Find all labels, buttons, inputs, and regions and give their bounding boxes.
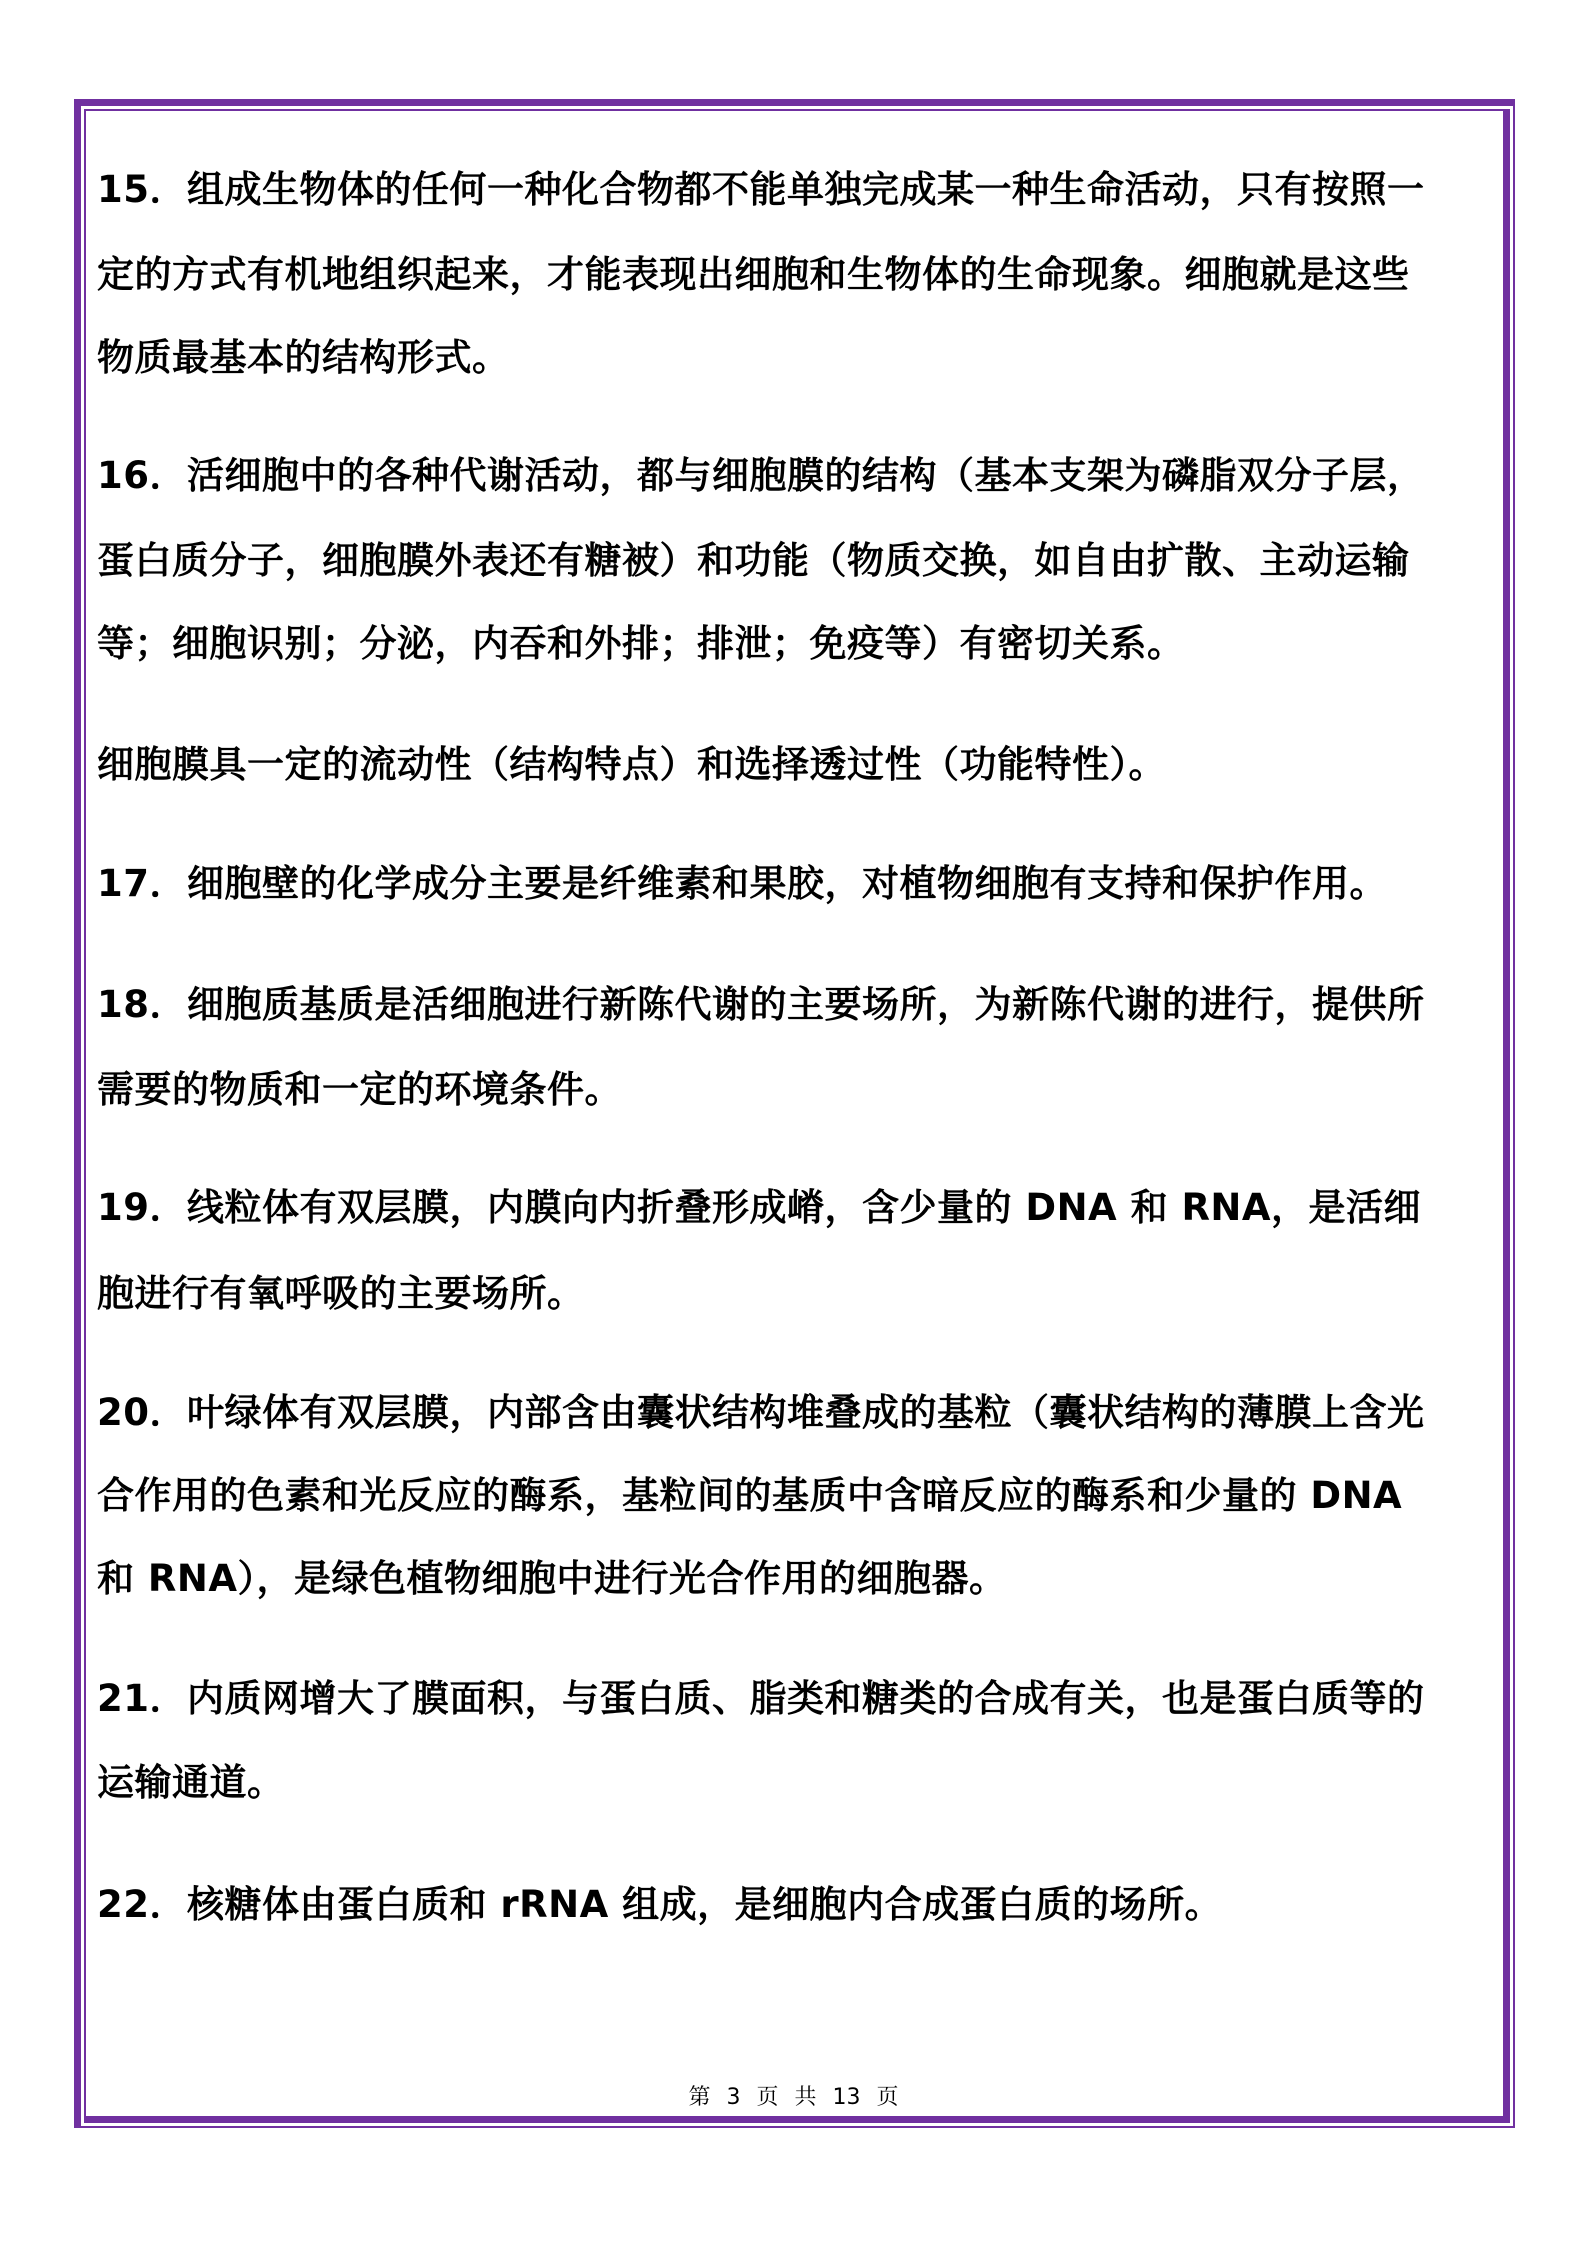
text-line: 18．细胞质基质是活细胞进行新陈代谢的主要场所，为新陈代谢的进行，提供所 [97,983,1425,1026]
text-line: 19．线粒体有双层膜，内膜向内折叠形成嵴，含少量的 DNA 和 RNA，是活细 [97,1186,1422,1229]
text-line: 物质最基本的结构形式。 [97,336,510,379]
text-line: 16．活细胞中的各种代谢活动，都与细胞膜的结构（基本支架为磷脂双分子层， [97,454,1425,497]
footer-total-label: 共 [794,2085,817,2110]
border-bottom-thin [74,2126,1515,2128]
text-line: 20．叶绿体有双层膜，内部含由囊状结构堆叠成的基粒（囊状结构的薄膜上含光 [97,1391,1425,1434]
footer-prefix: 第 [688,2085,711,2110]
border-left-thick [74,99,81,2128]
border-left-thin [84,109,86,2123]
text-line: 细胞膜具一定的流动性（结构特点）和选择透过性（功能特性）。 [97,743,1166,786]
text-line: 定的方式有机地组织起来，才能表现出细胞和生物体的生命现象。细胞就是这些 [97,253,1410,296]
border-top-thin [84,109,1503,111]
text-line: 合作用的色素和光反应的酶系，基粒间的基质中含暗反应的酶系和少量的 DNA [97,1474,1403,1517]
text-line: 等；细胞识别；分泌，内吞和外排；排泄；免疫等）有密切关系。 [97,622,1185,665]
text-line: 胞进行有氧呼吸的主要场所。 [97,1272,585,1315]
text-line: 17．细胞壁的化学成分主要是纤维素和果胶，对植物细胞有支持和保护作用。 [97,862,1387,905]
text-line: 21．内质网增大了膜面积，与蛋白质、脂类和糖类的合成有关，也是蛋白质等的 [97,1677,1425,1720]
border-right-thick [1503,109,1510,2123]
footer-page-unit: 页 [756,2085,779,2110]
text-line: 和 RNA），是绿色植物细胞中进行光合作用的细胞器。 [97,1557,1007,1600]
text-line: 15．组成生物体的任何一种化合物都不能单独完成某一种生命活动，只有按照一 [97,168,1425,211]
text-line: 蛋白质分子，细胞膜外表还有糖被）和功能（物质交换，如自由扩散、主动运输 [97,539,1410,582]
footer-current-page: 3 [726,2085,741,2110]
footer-suffix: 页 [876,2085,899,2110]
border-right-thin [1513,99,1515,2128]
text-line: 22．核糖体由蛋白质和 rRNA 组成，是细胞内合成蛋白质的场所。 [97,1883,1223,1926]
page-footer [0,2084,1587,2112]
border-top-thick [74,99,1513,106]
text-line: 运输通道。 [97,1761,285,1804]
footer-total-pages: 13 [832,2085,861,2110]
text-line: 需要的物质和一定的环境条件。 [97,1068,622,1111]
border-bottom-thick [84,2116,1510,2123]
